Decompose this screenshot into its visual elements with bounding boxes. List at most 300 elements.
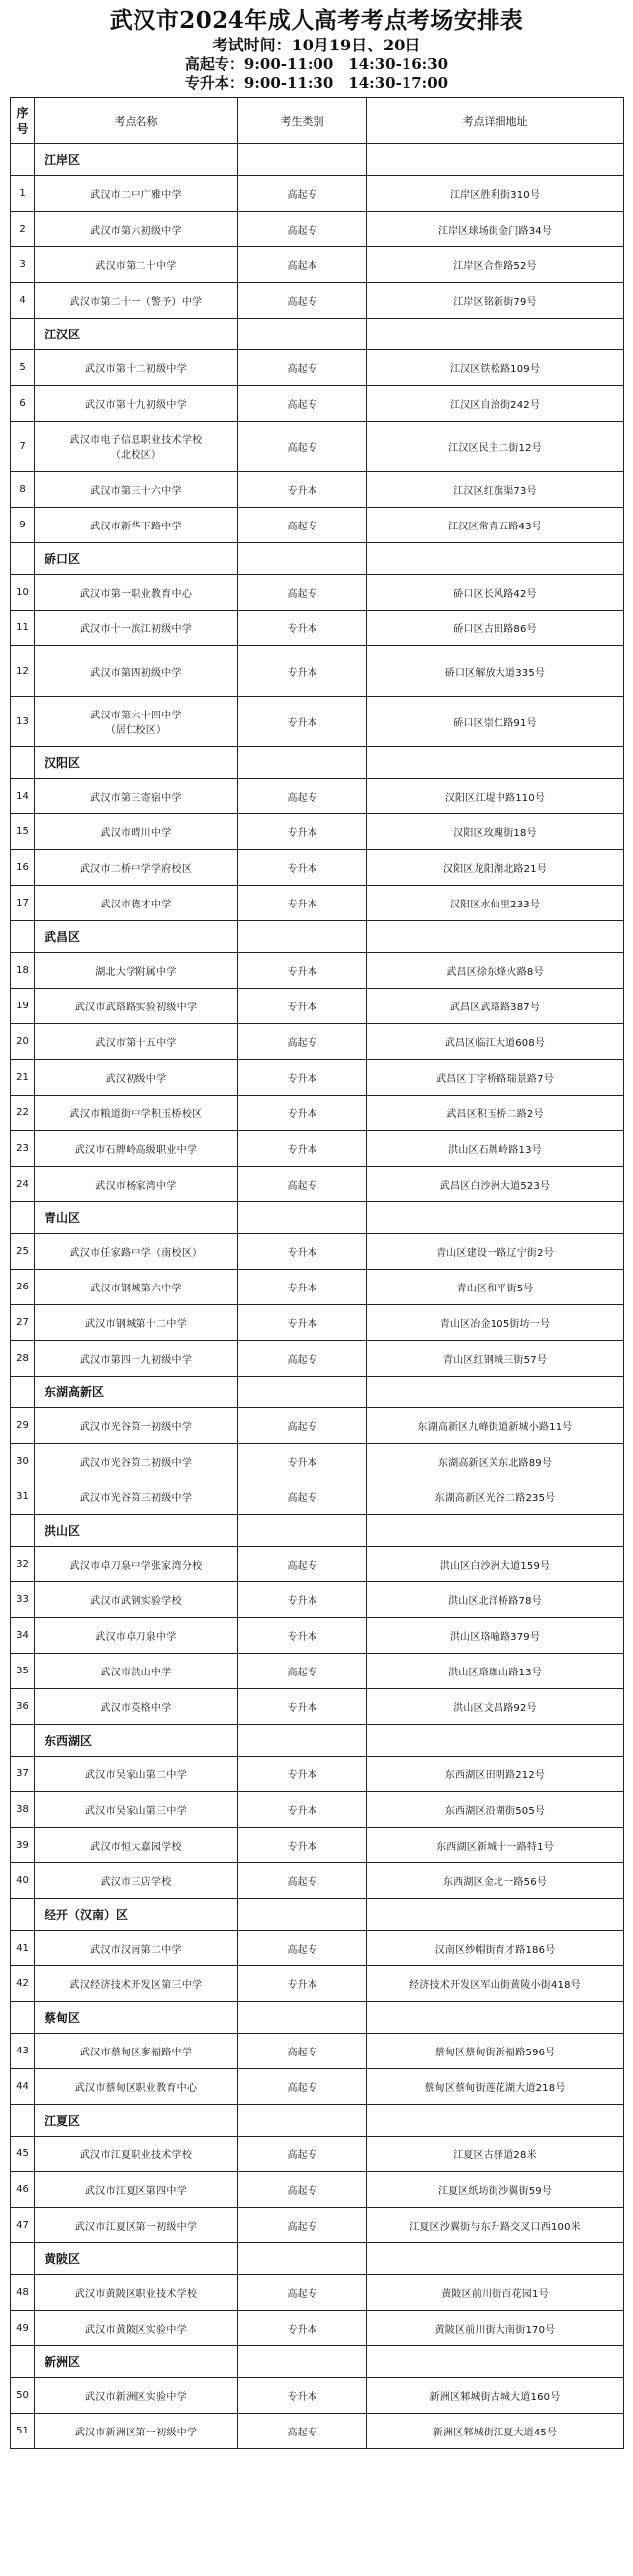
- site-address: 东湖高新区九峰街道新城小路11号: [367, 1408, 624, 1444]
- district-seq-cell: [11, 747, 35, 779]
- site-address: 新洲区邾城街古城大道160号: [367, 2378, 624, 2414]
- table-row: [11, 1618, 624, 1654]
- table-row: [11, 886, 624, 921]
- table-row: [11, 1689, 624, 1725]
- district-row: [11, 319, 624, 350]
- district-row: [11, 2002, 624, 2034]
- site-address: 江汉区铁松路109号: [367, 350, 624, 386]
- site-name: 武汉市光谷第一初级中学: [35, 1408, 238, 1444]
- row-number: 16: [11, 850, 35, 886]
- district-seq-cell: [11, 144, 35, 176]
- candidate-category: 专升本: [238, 1305, 367, 1341]
- district-row: [11, 1725, 624, 1757]
- candidate-category: 高起专: [238, 1341, 367, 1377]
- district-name: 蔡甸区: [35, 2002, 238, 2034]
- site-address: 江汉区常青五路43号: [367, 508, 624, 543]
- site-address: 东西湖区新城十一路特1号: [367, 1828, 624, 1863]
- row-number: 28: [11, 1341, 35, 1377]
- candidate-category: 高起专: [238, 1654, 367, 1689]
- candidate-category: 高起专: [238, 1547, 367, 1582]
- district-row: [11, 2105, 624, 2137]
- row-number: 32: [11, 1547, 35, 1582]
- column-header-seq: [11, 98, 35, 144]
- site-address: 江汉区红旗渠73号: [367, 472, 624, 508]
- table-row: [11, 2378, 624, 2414]
- table-row: [11, 1234, 624, 1270]
- candidate-category: 专升本: [238, 1792, 367, 1828]
- candidate-category: 高起本: [238, 247, 367, 283]
- district-address-cell: [367, 1899, 624, 1931]
- candidate-category: 专升本: [238, 1060, 367, 1096]
- table-row: [11, 989, 624, 1024]
- table-row: [11, 1757, 624, 1792]
- table-row: [11, 212, 624, 247]
- candidate-category: 专升本: [238, 1689, 367, 1725]
- district-row: [11, 1377, 624, 1408]
- district-seq-cell: [11, 1202, 35, 1234]
- site-name: 武汉市第十九初级中学: [35, 386, 238, 422]
- district-category-cell: [238, 2105, 367, 2137]
- table-row: [11, 1408, 624, 1444]
- candidate-category: 高起专: [238, 779, 367, 814]
- site-name: 武汉市钢城第十二中学: [35, 1305, 238, 1341]
- table-row: [11, 1444, 624, 1479]
- row-number: 2: [11, 212, 35, 247]
- district-name: 黄陂区: [35, 2243, 238, 2275]
- site-address: 洪山区珞喻路379号: [367, 1618, 624, 1654]
- table-row: [11, 2208, 624, 2243]
- site-name: 武汉市第六十四中学 （居仁校区）: [35, 697, 238, 747]
- district-name: 江汉区: [35, 319, 238, 350]
- district-category-cell: [238, 1377, 367, 1408]
- site-name: 武汉市光谷第二初级中学: [35, 1444, 238, 1479]
- table-row: [11, 176, 624, 212]
- gaoqi-schedule: 高起专：9:00-11:00 14:30-16:30: [184, 55, 449, 73]
- candidate-category: 专升本: [238, 1131, 367, 1167]
- candidate-category: 高起专: [238, 2208, 367, 2243]
- row-number: 39: [11, 1828, 35, 1863]
- candidate-category: 专升本: [238, 1096, 367, 1131]
- site-address: 江岸区合作路52号: [367, 247, 624, 283]
- table-row: [11, 1792, 624, 1828]
- row-number: 1: [11, 176, 35, 212]
- site-name: 武汉市粮道街中学积玉桥校区: [35, 1096, 238, 1131]
- row-number: 34: [11, 1618, 35, 1654]
- column-header-site: 考点名称: [35, 98, 238, 144]
- candidate-category: 高起专: [238, 2034, 367, 2069]
- row-number: 41: [11, 1931, 35, 1966]
- site-address: 青山区红钢城三街57号: [367, 1341, 624, 1377]
- site-address: 江夏区纸坊街沙翼街59号: [367, 2172, 624, 2208]
- district-name: 江夏区: [35, 2105, 238, 2137]
- district-category-cell: [238, 747, 367, 779]
- district-row: [11, 543, 624, 575]
- candidate-category: 专升本: [238, 1444, 367, 1479]
- candidate-category: 专升本: [238, 1618, 367, 1654]
- table-row: [11, 1024, 624, 1060]
- candidate-category: 高起专: [238, 1479, 367, 1515]
- row-number: 7: [11, 422, 35, 472]
- site-name: 武汉市第六初级中学: [35, 212, 238, 247]
- row-number: 29: [11, 1408, 35, 1444]
- table-row: [11, 1582, 624, 1618]
- site-name: 武汉市新华下路中学: [35, 508, 238, 543]
- site-address: 黄陂区前川街大南街170号: [367, 2311, 624, 2346]
- row-number: 5: [11, 350, 35, 386]
- candidate-category: 高起专: [238, 1408, 367, 1444]
- district-name: 东湖高新区: [35, 1377, 238, 1408]
- table-row: [11, 386, 624, 422]
- column-header-seq-label: 序 号: [16, 106, 29, 136]
- district-address-cell: [367, 2346, 624, 2378]
- table-row: [11, 1966, 624, 2002]
- site-name: 武汉市新洲区第一初级中学: [35, 2414, 238, 2449]
- row-number: 50: [11, 2378, 35, 2414]
- district-name: 硚口区: [35, 543, 238, 575]
- site-name: 武汉市钢城第六中学: [35, 1270, 238, 1305]
- site-address: 洪山区白沙洲大道159号: [367, 1547, 624, 1582]
- row-number: 24: [11, 1167, 35, 1202]
- candidate-category: 高起专: [238, 2172, 367, 2208]
- table-row: [11, 611, 624, 646]
- district-name: 武昌区: [35, 921, 238, 953]
- site-address: 江汉区民主二街12号: [367, 422, 624, 472]
- row-number: 20: [11, 1024, 35, 1060]
- row-number: 33: [11, 1582, 35, 1618]
- site-address: 武昌区临江大道608号: [367, 1024, 624, 1060]
- site-address: 东西湖区沿湖街505号: [367, 1792, 624, 1828]
- site-address: 青山区建设一路辽宁街2号: [367, 1234, 624, 1270]
- candidate-category: 专升本: [238, 1828, 367, 1863]
- district-address-cell: [367, 144, 624, 176]
- site-name: 武汉市第四初级中学: [35, 646, 238, 697]
- page-title: 武汉市2024年成人高考考点考场安排表: [109, 7, 524, 34]
- district-address-cell: [367, 1202, 624, 1234]
- site-address: 江汉区自治街242号: [367, 386, 624, 422]
- row-number: 44: [11, 2069, 35, 2105]
- site-address: 东西湖区田明路212号: [367, 1757, 624, 1792]
- candidate-category: 专升本: [238, 1270, 367, 1305]
- district-row: [11, 747, 624, 779]
- candidate-category: 高起专: [238, 575, 367, 611]
- table-row: [11, 2414, 624, 2449]
- candidate-category: 高起专: [238, 386, 367, 422]
- column-header-address: 考点详细地址: [367, 98, 624, 144]
- site-address: 汉阳区水仙里233号: [367, 886, 624, 921]
- district-category-cell: [238, 2346, 367, 2378]
- site-name: 武汉市德才中学: [35, 886, 238, 921]
- site-name: 武汉市第二十一（警予）中学: [35, 283, 238, 319]
- site-name: 武汉市第三寄宿中学: [35, 779, 238, 814]
- row-number: 15: [11, 814, 35, 850]
- district-seq-cell: [11, 2243, 35, 2275]
- site-address: 武昌区白沙洲大道523号: [367, 1167, 624, 1202]
- district-address-cell: [367, 319, 624, 350]
- site-address: 硚口区长风路42号: [367, 575, 624, 611]
- district-row: [11, 1899, 624, 1931]
- site-address: 洪山区石牌岭路13号: [367, 1131, 624, 1167]
- site-name: 武汉市杨家湾中学: [35, 1167, 238, 1202]
- table-row: [11, 850, 624, 886]
- site-name: 武汉市二中广雅中学: [35, 176, 238, 212]
- site-address: 武昌区丁字桥路瑞景路7号: [367, 1060, 624, 1096]
- site-name: 武汉市洪山中学: [35, 1654, 238, 1689]
- site-address: 蔡甸区蔡甸街莲花湖大道218号: [367, 2069, 624, 2105]
- table-body: [11, 144, 624, 2449]
- site-address: 武昌区积玉桥二路2号: [367, 1096, 624, 1131]
- row-number: 25: [11, 1234, 35, 1270]
- row-number: 10: [11, 575, 35, 611]
- row-number: 19: [11, 989, 35, 1024]
- district-seq-cell: [11, 1899, 35, 1931]
- district-row: [11, 921, 624, 953]
- table-row: [11, 1305, 624, 1341]
- candidate-category: 专升本: [238, 1757, 367, 1792]
- site-name: 武汉市三店学校: [35, 1863, 238, 1899]
- site-address: 武昌区武珞路387号: [367, 989, 624, 1024]
- district-address-cell: [367, 2002, 624, 2034]
- row-number: 22: [11, 1096, 35, 1131]
- candidate-category: 高起专: [238, 2069, 367, 2105]
- candidate-category: 专升本: [238, 2378, 367, 2414]
- site-name: 武汉市第十二初级中学: [35, 350, 238, 386]
- table-row: [11, 508, 624, 543]
- table-row: [11, 1341, 624, 1377]
- candidate-category: 专升本: [238, 611, 367, 646]
- candidate-category: 高起专: [238, 2414, 367, 2449]
- row-number: 36: [11, 1689, 35, 1725]
- candidate-category: 专升本: [238, 2311, 367, 2346]
- site-name: 武汉市晴川中学: [35, 814, 238, 850]
- district-category-cell: [238, 1202, 367, 1234]
- district-seq-cell: [11, 1725, 35, 1757]
- district-category-cell: [238, 2002, 367, 2034]
- table-row: [11, 1479, 624, 1515]
- district-row: [11, 2346, 624, 2378]
- site-address: 汉南区纱帽街育才路186号: [367, 1931, 624, 1966]
- site-name: 武汉市吴家山第三中学: [35, 1792, 238, 1828]
- candidate-category: 专升本: [238, 989, 367, 1024]
- site-address: 洪山区北洋桥路78号: [367, 1582, 624, 1618]
- row-number: 4: [11, 283, 35, 319]
- table-row: [11, 350, 624, 386]
- district-name: 江岸区: [35, 144, 238, 176]
- site-name: 武汉市江夏职业技术学校: [35, 2137, 238, 2172]
- district-name: 青山区: [35, 1202, 238, 1234]
- site-name: 武汉市十一滨江初级中学: [35, 611, 238, 646]
- candidate-category: 专升本: [238, 472, 367, 508]
- district-address-cell: [367, 1515, 624, 1547]
- candidate-category: 高起专: [238, 508, 367, 543]
- table-row: [11, 1931, 624, 1966]
- site-name: 武汉市光谷第三初级中学: [35, 1479, 238, 1515]
- district-name: 汉阳区: [35, 747, 238, 779]
- candidate-category: 专升本: [238, 850, 367, 886]
- site-address: 青山区和平街5号: [367, 1270, 624, 1305]
- table-row: [11, 1828, 624, 1863]
- candidate-category: 专升本: [238, 646, 367, 697]
- row-number: 26: [11, 1270, 35, 1305]
- row-number: 18: [11, 953, 35, 989]
- table-row: [11, 1096, 624, 1131]
- table-row: [11, 1270, 624, 1305]
- row-number: 37: [11, 1757, 35, 1792]
- site-name: 武汉市第三十六中学: [35, 472, 238, 508]
- site-name: 武汉初级中学: [35, 1060, 238, 1096]
- district-address-cell: [367, 543, 624, 575]
- district-seq-cell: [11, 2002, 35, 2034]
- site-name: 湖北大学附属中学: [35, 953, 238, 989]
- district-seq-cell: [11, 1515, 35, 1547]
- table-row: [11, 2069, 624, 2105]
- table-row: [11, 2172, 624, 2208]
- site-name: 武汉市蔡甸区奓福路中学: [35, 2034, 238, 2069]
- site-name: 武汉市任家路中学（南校区）: [35, 1234, 238, 1270]
- site-name: 武汉市吴家山第二中学: [35, 1757, 238, 1792]
- site-name: 武汉市恒大嘉园学校: [35, 1828, 238, 1863]
- district-category-cell: [238, 1515, 367, 1547]
- district-row: [11, 2243, 624, 2275]
- site-address: 汉阳区龙阳湖北路21号: [367, 850, 624, 886]
- site-address: 江夏区沙翼街与东升路交叉口西100米: [367, 2208, 624, 2243]
- table-row: [11, 953, 624, 989]
- site-name: 武汉市新洲区实验中学: [35, 2378, 238, 2414]
- site-name: 武汉市二桥中学学府校区: [35, 850, 238, 886]
- site-address: 汉阳区江堤中路110号: [367, 779, 624, 814]
- district-name: 东西湖区: [35, 1725, 238, 1757]
- candidate-category: 专升本: [238, 886, 367, 921]
- row-number: 48: [11, 2275, 35, 2311]
- site-address: 江岸区球场街金门路34号: [367, 212, 624, 247]
- district-category-cell: [238, 319, 367, 350]
- candidate-category: 专升本: [238, 953, 367, 989]
- column-header-category: 考生类别: [238, 98, 367, 144]
- district-category-cell: [238, 1899, 367, 1931]
- district-row: [11, 1202, 624, 1234]
- table-row: [11, 2275, 624, 2311]
- site-name: 武汉经济技术开发区第三中学: [35, 1966, 238, 2002]
- table-row: [11, 779, 624, 814]
- site-name: 武汉市黄陂区实验中学: [35, 2311, 238, 2346]
- row-number: 47: [11, 2208, 35, 2243]
- table-row: [11, 1131, 624, 1167]
- site-address: 洪山区文昌路92号: [367, 1689, 624, 1725]
- candidate-category: 高起专: [238, 1024, 367, 1060]
- row-number: 27: [11, 1305, 35, 1341]
- table-row: [11, 1547, 624, 1582]
- table-row: [11, 1863, 624, 1899]
- site-address: 青山区冶金105街坊一号: [367, 1305, 624, 1341]
- row-number: 30: [11, 1444, 35, 1479]
- district-name: 新洲区: [35, 2346, 238, 2378]
- table-row: [11, 472, 624, 508]
- district-seq-cell: [11, 1377, 35, 1408]
- site-address: 洪山区珞珈山路13号: [367, 1654, 624, 1689]
- row-number: 21: [11, 1060, 35, 1096]
- candidate-category: 高起专: [238, 1167, 367, 1202]
- candidate-category: 专升本: [238, 814, 367, 850]
- site-address: 新洲区邾城街江夏大道45号: [367, 2414, 624, 2449]
- candidate-category: 专升本: [238, 1966, 367, 2002]
- site-name: 武汉市第十五中学: [35, 1024, 238, 1060]
- district-category-cell: [238, 144, 367, 176]
- district-row: [11, 144, 624, 176]
- district-address-cell: [367, 2105, 624, 2137]
- candidate-category: 高起专: [238, 1931, 367, 1966]
- site-address: 经济技术开发区军山街黄陵小街418号: [367, 1966, 624, 2002]
- table-row: [11, 646, 624, 697]
- site-address: 江岸区胜利街310号: [367, 176, 624, 212]
- site-address: 东西湖区金北一路56号: [367, 1863, 624, 1899]
- site-address: 黄陂区前川街百花园1号: [367, 2275, 624, 2311]
- table-row: [11, 247, 624, 283]
- district-category-cell: [238, 543, 367, 575]
- row-number: 51: [11, 2414, 35, 2449]
- candidate-category: 高起专: [238, 422, 367, 472]
- site-name: 武汉市卓刀泉中学: [35, 1618, 238, 1654]
- candidate-category: 专升本: [238, 697, 367, 747]
- district-address-cell: [367, 747, 624, 779]
- site-name: 武汉市武珞路实验初级中学: [35, 989, 238, 1024]
- row-number: 3: [11, 247, 35, 283]
- site-address: 硚口区崇仁路91号: [367, 697, 624, 747]
- table-row: [11, 697, 624, 747]
- table-row: [11, 422, 624, 472]
- candidate-category: 高起专: [238, 283, 367, 319]
- row-number: 6: [11, 386, 35, 422]
- site-name: 武汉市第二十中学: [35, 247, 238, 283]
- district-address-cell: [367, 921, 624, 953]
- district-category-cell: [238, 2243, 367, 2275]
- site-address: 江夏区古驿道28米: [367, 2137, 624, 2172]
- district-address-cell: [367, 1725, 624, 1757]
- row-number: 38: [11, 1792, 35, 1828]
- row-number: 31: [11, 1479, 35, 1515]
- site-name: 武汉市黄陂区职业技术学校: [35, 2275, 238, 2311]
- table-row: [11, 2034, 624, 2069]
- site-name: 武汉市第一职业教育中心: [35, 575, 238, 611]
- site-address: 东湖高新区光谷二路235号: [367, 1479, 624, 1515]
- site-address: 汉阳区玫瑰街18号: [367, 814, 624, 850]
- row-number: 45: [11, 2137, 35, 2172]
- site-name: 武汉市汉南第二中学: [35, 1931, 238, 1966]
- candidate-category: 高起专: [238, 1863, 367, 1899]
- row-number: 43: [11, 2034, 35, 2069]
- table-row: [11, 283, 624, 319]
- header: [0, 0, 633, 93]
- district-seq-cell: [11, 921, 35, 953]
- table-row: [11, 814, 624, 850]
- zhuanshengben-schedule: 专升本：9:00-11:30 14:30-17:00: [184, 74, 449, 92]
- district-address-cell: [367, 1377, 624, 1408]
- table-header-row: [11, 98, 624, 144]
- district-row: [11, 1515, 624, 1547]
- site-name: 武汉市石牌岭高级职业中学: [35, 1131, 238, 1167]
- table-row: [11, 1654, 624, 1689]
- row-number: 46: [11, 2172, 35, 2208]
- site-address: 蔡甸区蔡甸街新福路596号: [367, 2034, 624, 2069]
- district-seq-cell: [11, 2346, 35, 2378]
- district-name: 洪山区: [35, 1515, 238, 1547]
- site-name: 武汉市卓刀泉中学张家湾分校: [35, 1547, 238, 1582]
- row-number: 40: [11, 1863, 35, 1899]
- candidate-category: 高起专: [238, 2275, 367, 2311]
- site-name: 武汉市江夏区第四中学: [35, 2172, 238, 2208]
- row-number: 42: [11, 1966, 35, 2002]
- site-name: 武汉市蔡甸区职业教育中心: [35, 2069, 238, 2105]
- row-number: 11: [11, 611, 35, 646]
- table-row: [11, 2137, 624, 2172]
